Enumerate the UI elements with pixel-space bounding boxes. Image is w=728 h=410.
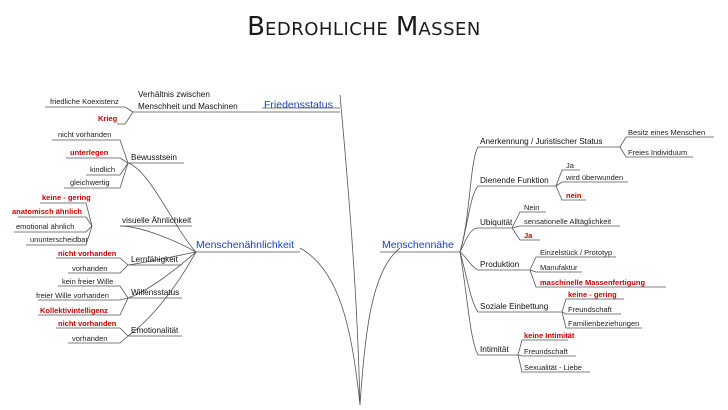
leaf-emo-vorhanden: vorhanden <box>72 334 108 343</box>
leaf-prod-massenfertigung: maschinelle Massenfertigung <box>540 278 646 287</box>
node-friedensstatus: Friedensstatus <box>264 99 333 111</box>
leaf-ubiq-ja: Ja <box>524 231 533 240</box>
leaf-ubiq-sensationell: sensationelle Alltäglichkeit <box>524 217 612 226</box>
node-menschennaehe: Menschennähe <box>382 239 454 251</box>
node-lernfaehigkeit: Lernfähigkeit <box>131 255 178 264</box>
leaf-sozial-freundschaft: Freundschaft <box>568 305 612 314</box>
leaf-lern-vorhanden: vorhanden <box>72 264 108 273</box>
leaf-sozial-keine-gering: keine - gering <box>568 290 617 299</box>
node-ubiquitaet: Ubiquität <box>480 218 513 227</box>
leaf-will-freier-wille: freier Wille vorhanden <box>36 291 109 300</box>
leaf-vis-ununterscheidbar: ununterscheidbar <box>30 235 88 244</box>
node-produktion: Produktion <box>480 260 520 269</box>
leaf-will-kollektiv: Kollektivintelligenz <box>40 306 108 315</box>
node-bewusstsein: Bewusstsein <box>131 153 177 162</box>
leaf-freies-individuum: Freies Individuum <box>628 148 688 157</box>
node-verhaeltnis-line1: Verhältnis zwischen <box>138 90 210 99</box>
leaf-dienend-nein: nein <box>566 191 582 200</box>
leaf-bew-kindlich: kindlich <box>90 165 116 174</box>
leaf-will-kein-freier-wille: kein freier Wille <box>62 277 114 286</box>
page-title: BEDROHLICHE MASSEN <box>247 12 481 42</box>
node-anerkennung: Anerkennung / Juristischer Status <box>480 137 603 146</box>
node-intimitaet: Intimität <box>480 345 509 354</box>
leaf-bew-unterlegen: unterlegen <box>70 148 109 157</box>
node-emotionalitaet: Emotionalität <box>131 326 179 335</box>
leaf-dienend-ja: Ja <box>566 161 574 170</box>
node-soziale-einbettung: Soziale Einbettung <box>480 302 549 311</box>
node-willensstatus: Willensstatus <box>131 288 180 297</box>
leaf-friedliche-koexistenz: friedliche Koexistenz <box>50 97 119 106</box>
leaf-krieg: Krieg <box>98 114 118 123</box>
leaf-intim-freundschaft: Freundschaft <box>524 347 568 356</box>
node-visuelle-aehnlichkeit: visuelle Ähnlichkeit <box>122 216 192 225</box>
node-menschenaehnlichkeit: Menschenähnlichkeit <box>196 239 295 251</box>
leaf-sozial-familie: Familienbeziehungen <box>568 319 640 328</box>
leaf-prod-manufaktur: Manufaktur <box>540 263 578 272</box>
leaf-intim-sexualitaet: Sexualität - Liebe <box>524 363 582 372</box>
leaf-emo-nicht-vorhanden: nicht vorhanden <box>58 319 117 328</box>
leaf-vis-anatomisch: anatomisch ähnlich <box>12 207 83 216</box>
leaf-dienend-ueberwunden: wird überwunden <box>566 173 624 182</box>
node-dienende-funktion: Dienende Funktion <box>480 176 549 185</box>
leaf-intim-keine: keine Intimität <box>524 331 575 340</box>
leaf-vis-emotional: emotional ähnlich <box>16 222 75 231</box>
leaf-bew-gleichwertig: gleichwertig <box>70 178 110 187</box>
node-verhaeltnis-line2: Menschheit und Maschinen <box>138 102 238 111</box>
leaf-vis-keine-gering: keine - gering <box>42 193 91 202</box>
leaf-prod-einzelstueck: Einzelstück / Prototyp <box>540 248 613 257</box>
leaf-bew-nicht-vorhanden: nicht vorhanden <box>58 130 112 139</box>
leaf-besitz: Besitz eines Menschen <box>628 128 706 137</box>
leaf-lern-nicht-vorhanden: nicht vorhanden <box>58 249 117 258</box>
leaf-ubiq-nein: Nein <box>524 203 540 212</box>
